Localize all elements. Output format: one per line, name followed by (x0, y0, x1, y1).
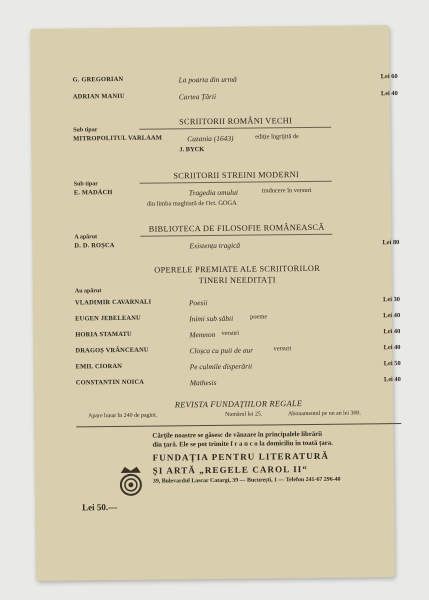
book-row (73, 132, 398, 146)
book-row (75, 344, 400, 358)
foundation-name-2: ȘI ARTĂ „REGELE CAROL II“ (152, 464, 309, 476)
book-price: Lei 40 (380, 90, 398, 98)
book-note: versuri (273, 345, 292, 353)
status-label: Au apărut (74, 288, 102, 295)
review-subscription: Abonamentul pe un an lei 300. (288, 410, 361, 418)
book-note: versuri (221, 329, 240, 337)
divider (140, 234, 332, 237)
book-editor: J. BYCK (179, 146, 205, 154)
book-price: Lei 40 (383, 376, 401, 384)
book-row (73, 73, 398, 87)
footer-notice-1: Cărțile noastre se găsesc de vânzare în principalele librării (152, 430, 323, 440)
book-price: Lei 40 (383, 328, 401, 336)
review-number-price: Numărul lei 25. (225, 411, 263, 418)
book-back-cover (30, 25, 401, 581)
foundation-address: 39, Bulevardul Lascar Catargi, 39 — București, 1 — Telefon 241-67 296-40 (152, 476, 341, 485)
book-price: Lei 30 (383, 296, 401, 304)
book-note: ediție îngrijită de (255, 133, 299, 141)
book-row (73, 90, 398, 104)
book-author: EMIL CIORAN (75, 362, 123, 371)
book-price: Lei 40 (383, 344, 401, 352)
book-note: traducere în versuri (261, 186, 312, 195)
book-title: Cloșca cu puii de aur (189, 345, 254, 356)
book-price: Lei 80 (382, 239, 400, 247)
book-price-main: Lei 50.— (82, 502, 118, 513)
book-author: CONSTANTIN NOICA (75, 378, 145, 387)
review-pages: Apare lunar în 240 de pagini. (88, 412, 158, 420)
book-row (74, 239, 399, 253)
section-heading-awarded: OPERELE PREMIATE ALE SCRIITORILOR (154, 263, 321, 275)
book-author: HORIA STAMATU (75, 330, 132, 339)
book-title: Mathesis (189, 377, 217, 388)
book-author: G. GREGORIAN (72, 75, 124, 84)
book-price: Lei 40 (383, 312, 401, 320)
book-row (76, 360, 401, 374)
book-title: Tragedia omului (188, 187, 238, 198)
book-author: VLADIMIR CAVARNALI (74, 298, 152, 307)
book-author: E. MADÁCH (73, 189, 113, 197)
book-title: Poesii (188, 298, 208, 308)
section-heading-awarded-2: TINERI NEEDITAȚI (198, 275, 276, 286)
book-title: Cartea Țării (178, 91, 217, 102)
book-author: MITROPOLITUL VARLAAM (73, 134, 163, 143)
book-title: Cazania (1643) (187, 133, 234, 144)
book-author: EUGEN JEBELEANU (75, 314, 141, 323)
status-label: A apărut (74, 234, 98, 241)
section-heading-old-writers: SCRIITORII ROMÂNI VECHI (179, 116, 293, 127)
book-title: Memnon (189, 329, 216, 340)
book-title: Pe culmile disperării (189, 361, 253, 372)
book-row (74, 186, 399, 200)
divider (140, 181, 332, 184)
book-author: D. D. ROȘCA (74, 242, 115, 250)
section-heading-philosophy: BIBLIOTECA DE FILOSOFIE ROMÂNEASCĂ (148, 222, 325, 234)
book-price: Lei 60 (380, 73, 398, 81)
book-note-2: din limba maghiară de Oct. GOGA (146, 199, 237, 208)
section-heading-foreign-writers: SCRIITORII STREINI MODERNI (173, 170, 300, 181)
status-label: Sub tipar (73, 127, 98, 134)
review-line (76, 410, 401, 424)
review-heading: REVISTA FUNDAȚIILOR REGALE (174, 399, 303, 410)
footer-notice-2: din țară. Ele se pot trimite f r a n c o la domiciliu în toată țara. (152, 439, 333, 449)
book-row (76, 376, 401, 390)
book-price: Lei 50 (383, 360, 401, 368)
divider (139, 127, 331, 130)
book-title: Existența tragică (189, 240, 241, 251)
book-row (75, 328, 400, 342)
book-title: La poarta din urmă (178, 74, 237, 85)
book-note: poeme (250, 313, 268, 321)
foundation-name-1: FUNDAȚIA PENTRU LITERATURĂ (152, 450, 330, 463)
book-title: Inimi sub săbii (189, 313, 234, 324)
book-author: ADRIAN MANIU (72, 92, 125, 101)
foundation-crown-logo (117, 465, 145, 499)
status-label: Sub tipar (73, 181, 98, 188)
book-author: DRAGOȘ VRÂNCEANU (75, 346, 149, 355)
book-row (75, 312, 400, 326)
book-row (75, 296, 400, 310)
